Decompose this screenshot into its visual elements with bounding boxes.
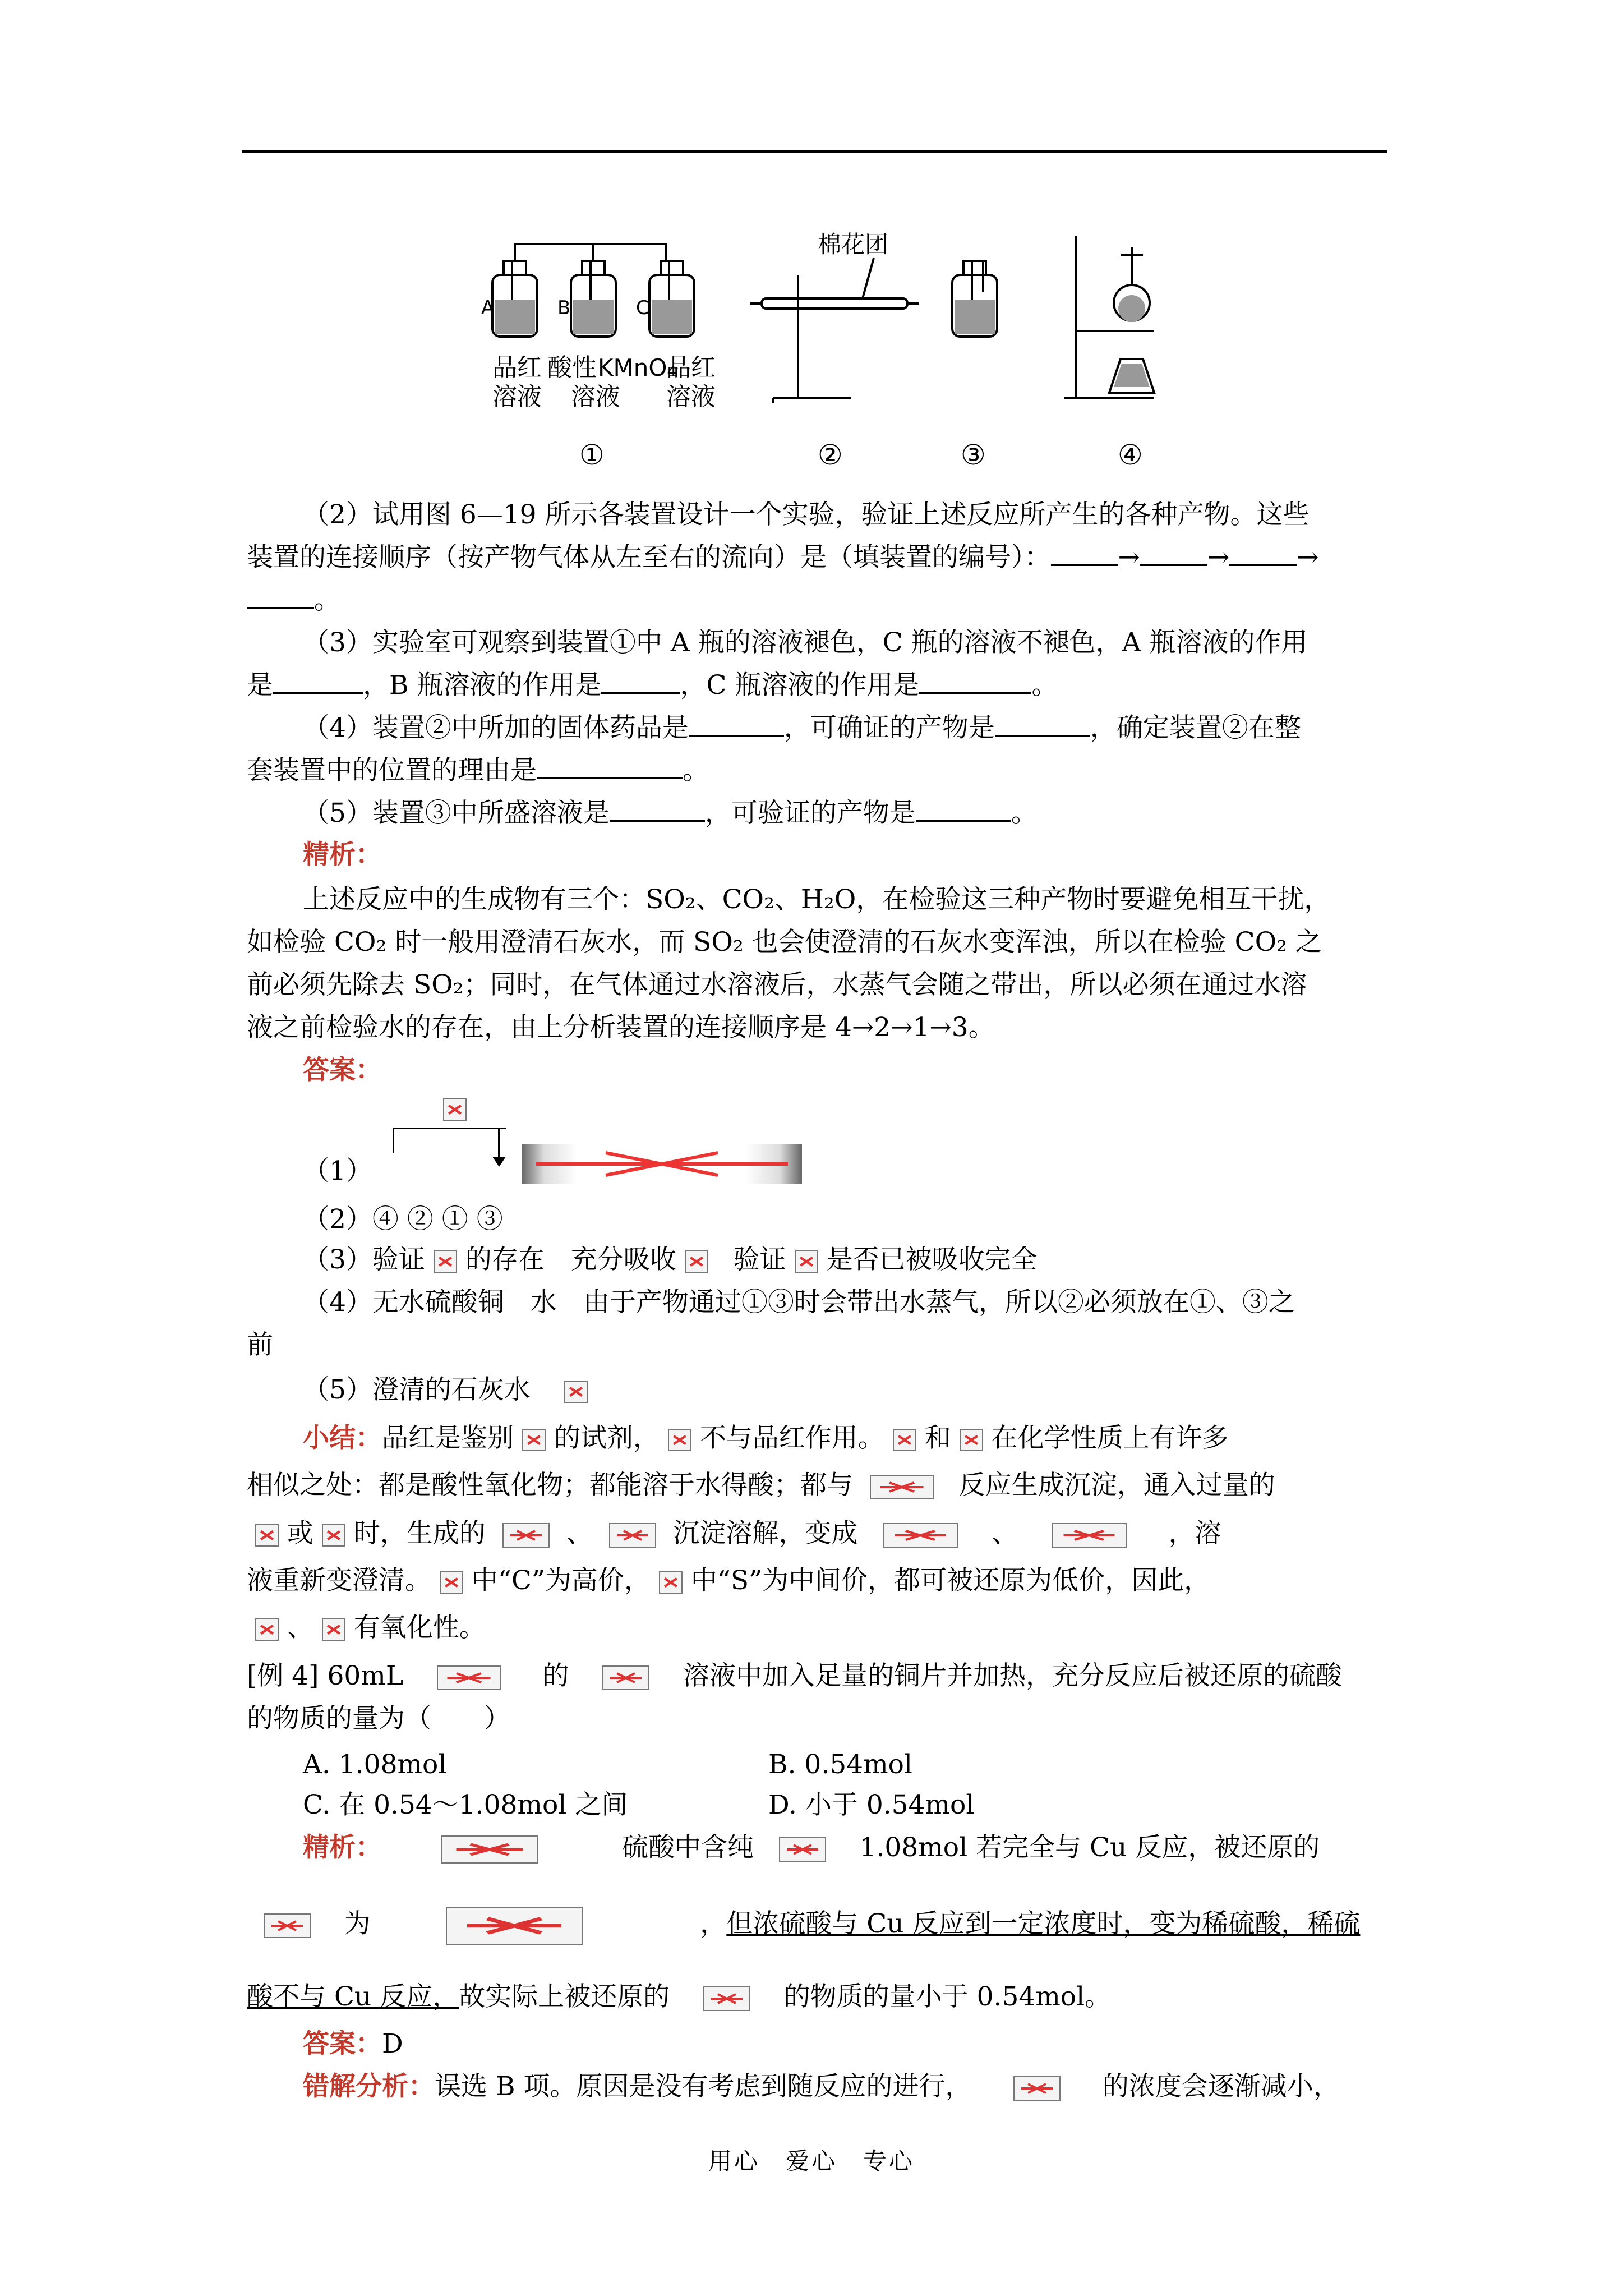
- formula-image: [264, 1913, 311, 1938]
- analysis-2-e: 但浓硫酸与 Cu 反应到一定浓度时，变为稀硫酸，稀硫: [726, 1908, 1361, 1939]
- summary-4c: 中“S”为中间价，都可被还原为低价，因此，: [690, 1565, 1211, 1596]
- error-a: 误选 B 项。原因是没有考虑到随反应的进行，: [435, 2071, 972, 2102]
- q5-a: （5）装置③中所盛溶液是: [303, 798, 610, 829]
- q2-text: 装置的连接顺序（按产物气体从左至右的流向）是（填装置的编号）：: [247, 542, 1051, 573]
- summary-3f: ，溶: [1168, 1518, 1221, 1549]
- fig-label-1a: 品红: [492, 353, 542, 382]
- q5-b: ，可验证的产物是: [704, 798, 916, 829]
- analysis-2-line-3: [247, 1978, 1111, 2016]
- answer-1-a1: （1）: [303, 1156, 372, 1186]
- analysis-2-d: ，: [700, 1908, 727, 1939]
- formula-image: [255, 1618, 279, 1641]
- formula-image: [602, 1665, 649, 1690]
- formula-image: [322, 1618, 345, 1641]
- q4-a: （4）装置②中所加的固体药品是: [303, 712, 689, 743]
- reaction-arrowhead: [492, 1157, 506, 1167]
- analysis-2-h: 的物质的量小于 0.54mol。: [783, 1981, 1112, 2012]
- q2-blank-1[interactable]: [1051, 540, 1118, 566]
- header-rule: [242, 150, 1387, 153]
- answer-1-a3: [303, 1241, 1038, 1279]
- a3-2: 的存在 充分吸收: [465, 1244, 676, 1275]
- q3-c: ，C 瓶溶液的作用是: [680, 670, 920, 701]
- a5: （5）澄清的石灰水: [303, 1374, 531, 1405]
- analysis-2-f: 酸不与 Cu 反应，: [247, 1981, 459, 2012]
- summary-4a: 液重新变澄清。: [247, 1565, 431, 1596]
- option-a: A. 1.08mol: [303, 1749, 447, 1780]
- summary-label: 小结：: [303, 1423, 382, 1453]
- formula-image: [779, 1837, 826, 1862]
- formula-image: [893, 1429, 916, 1451]
- q5-line: [303, 794, 1038, 832]
- formula-image: [441, 1835, 538, 1864]
- q2-arrow-3: →: [1297, 542, 1319, 573]
- summary-line-4: [247, 1562, 1210, 1600]
- example-4-line-1: [247, 1657, 1342, 1695]
- formula-image: [564, 1381, 588, 1403]
- q4-blank-3[interactable]: [537, 753, 683, 779]
- cotton-label: 棉花团: [818, 231, 889, 258]
- a3-4: 是否已被吸收完全: [826, 1244, 1038, 1275]
- apparatus-figure: [481, 224, 1177, 482]
- q2-line-3: [247, 581, 340, 619]
- fig-number-2: ②: [818, 439, 843, 471]
- formula-image: [960, 1429, 983, 1451]
- option-c: C. 在 0.54～1.08mol 之间: [303, 1789, 628, 1820]
- answer-1-a4-1: （4）无水硫酸铜 水 由于产物通过①③时会带出水蒸气，所以②必须放在①、③之: [303, 1287, 1295, 1318]
- analysis-2-a: 硫酸中含纯: [622, 1832, 754, 1863]
- example4-b: 的: [542, 1660, 569, 1691]
- q2-blank-3[interactable]: [1229, 540, 1297, 566]
- formula-image: [685, 1250, 708, 1273]
- summary-3e: 、: [991, 1518, 1018, 1549]
- error-label: 错解分析：: [303, 2071, 435, 2102]
- q2-end: 。: [314, 585, 340, 615]
- example4-c: 溶液中加入足量的铜片并加热，充分反应后被还原的硫酸: [683, 1660, 1343, 1691]
- example4-a: [例 4] 60mL: [247, 1660, 404, 1691]
- formula-image: [446, 1907, 583, 1945]
- formula-image: [659, 1571, 683, 1594]
- bottle-a-label: A: [481, 297, 495, 319]
- q3-blank-2[interactable]: [601, 668, 680, 694]
- q3-blank-3[interactable]: [919, 668, 1031, 694]
- fig-label-3b: 品红: [666, 353, 716, 382]
- fig-number-1: ①: [579, 439, 605, 471]
- analysis-2-label: 精析：: [303, 1832, 382, 1863]
- formula-image: [502, 1523, 550, 1548]
- formula-image: [255, 1524, 279, 1547]
- summary-line-1: [303, 1419, 1229, 1457]
- summary-line-3: [247, 1515, 1221, 1553]
- formula-image: [870, 1475, 934, 1499]
- q2-blank-2[interactable]: [1140, 540, 1207, 566]
- fig-number-3: ③: [961, 439, 986, 471]
- fig-label-3c: 溶液: [666, 383, 716, 411]
- answer-2-value: D: [382, 2028, 403, 2059]
- fig-number-4: ④: [1118, 439, 1143, 471]
- summary-1e: 在化学性质上有许多: [991, 1423, 1229, 1453]
- q5-end: 。: [1011, 798, 1038, 829]
- error-b: 的浓度会逐渐减小，: [1102, 2071, 1340, 2102]
- q3-b: ，B 瓶溶液的作用是: [363, 670, 602, 701]
- formula-image: [434, 1250, 457, 1273]
- summary-4b: 中“C”为高价，: [471, 1565, 651, 1596]
- answer-1-a4-2: 前: [247, 1329, 273, 1360]
- option-d: D. 小于 0.54mol: [768, 1789, 975, 1820]
- formula-image: [668, 1429, 691, 1451]
- q2-arrow-2: →: [1207, 542, 1230, 573]
- summary-1a: 品红是鉴别: [382, 1423, 514, 1453]
- q3-blank-1[interactable]: [273, 668, 363, 694]
- analysis-2-line-1: [303, 1829, 1320, 1867]
- formula-image: [703, 1986, 750, 2011]
- analysis-1-line-3: 前必须先除去 SO₂；同时，在气体通过水溶液后，水蒸气会随之带出，所以必须在通过水溶: [247, 969, 1307, 1000]
- q2-arrow-1: →: [1118, 542, 1140, 573]
- example-4-line-2: 的物质的量为（ ）: [247, 1703, 510, 1734]
- q4-line-2: [247, 752, 709, 790]
- q5-blank-2[interactable]: [916, 795, 1011, 822]
- a3-1: （3）验证: [303, 1244, 425, 1275]
- formula-image: [1052, 1523, 1127, 1548]
- analysis-1-line-2: 如检验 CO₂ 时一般用澄清石灰水，而 SO₂ 也会使澄清的石灰水变浑浊，所以在检验 CO₂ 之: [247, 927, 1322, 958]
- reaction-arrow: [498, 1128, 500, 1161]
- fig-label-1b: 溶液: [492, 383, 542, 411]
- error-analysis-line: [303, 2068, 1340, 2106]
- option-b: B. 0.54mol: [768, 1749, 912, 1780]
- formula-image: [609, 1523, 656, 1548]
- reaction-bracket: [393, 1128, 506, 1153]
- answer-2-line: [303, 2025, 403, 2063]
- formula-image: [883, 1523, 958, 1548]
- page-footer: 用心 爱心 专心: [708, 2147, 915, 2175]
- answer-2-label: 答案：: [303, 2028, 382, 2059]
- formula-image: [1013, 2076, 1061, 2101]
- summary-3b: 时，生成的: [353, 1518, 486, 1549]
- q4-blank-1[interactable]: [689, 710, 784, 737]
- equation-image: [522, 1144, 802, 1184]
- analysis-2-g: 故实际上被还原的: [459, 1981, 670, 2012]
- fig-label-2b: 溶液: [571, 383, 620, 411]
- q4-blank-2[interactable]: [995, 710, 1090, 737]
- analysis-1-label: 精析：: [303, 839, 382, 870]
- formula-image: [440, 1571, 463, 1594]
- q3-line-1: （3）实验室可观察到装置①中 A 瓶的溶液褪色，C 瓶的溶液不褪色，A 瓶溶液的作用: [303, 627, 1308, 658]
- formula-image: [522, 1429, 546, 1451]
- analysis-1-line-4: 液之前检验水的存在，由上分析装置的连接顺序是 4→2→1→3。: [247, 1012, 995, 1043]
- q4-b: ，可确证的产物是: [783, 712, 995, 743]
- q5-blank-1[interactable]: [610, 795, 705, 822]
- formula-image: [795, 1250, 818, 1273]
- q3-end: 。: [1031, 670, 1058, 701]
- analysis-1-line-1: 上述反应中的生成物有三个：SO₂、CO₂、H₂O，在检验这三种产物时要避免相互干扰，: [303, 884, 1331, 915]
- q4-c: ，确定装置②在整: [1090, 712, 1301, 743]
- q4-end: 。: [683, 755, 709, 786]
- bottle-c-label: C: [636, 297, 649, 319]
- summary-2b: 反应生成沉淀，通入过量的: [958, 1470, 1275, 1501]
- summary-5a: 、: [287, 1612, 313, 1643]
- formula-image: [443, 1098, 467, 1121]
- fig-label-2a: 酸性: [547, 353, 597, 382]
- fig-label-3a: KMnO₄: [598, 354, 677, 381]
- a3-3: 验证: [733, 1244, 786, 1275]
- answer-1-a5: [303, 1371, 588, 1409]
- summary-3c: 、: [566, 1518, 593, 1549]
- q2-line-2: [247, 539, 1319, 577]
- formula-image: [322, 1524, 345, 1547]
- q3-line-2: [247, 666, 1058, 705]
- analysis-2-c: 为: [344, 1908, 371, 1939]
- bottle-b-label: B: [557, 297, 571, 319]
- formula-image: [437, 1665, 501, 1690]
- answer-1-a2: （2）④ ② ① ③: [303, 1204, 503, 1235]
- summary-line-2: [247, 1466, 1275, 1504]
- answer-1-label: 答案：: [303, 1055, 382, 1085]
- summary-2a: 相似之处：都是酸性氧化物；都能溶于水得酸；都与: [247, 1470, 853, 1501]
- summary-1c: 不与品红作用。: [699, 1423, 884, 1453]
- analysis-2-line-2: [247, 1905, 1360, 1945]
- summary-5b: 有氧化性。: [353, 1612, 486, 1643]
- q4-line-1: [303, 709, 1301, 747]
- summary-1d: 和: [924, 1423, 951, 1453]
- analysis-2-b: 1.08mol 若完全与 Cu 反应，被还原的: [859, 1832, 1320, 1863]
- summary-1b: 的试剂，: [554, 1423, 660, 1453]
- q4-d: 套装置中的位置的理由是: [247, 755, 537, 786]
- q2-line-1: （2）试用图 6—19 所示各装置设计一个实验，验证上述反应所产生的各种产物。这些: [303, 499, 1310, 530]
- summary-3a: 或: [287, 1518, 313, 1549]
- summary-3d: 沉淀溶解，变成: [673, 1518, 858, 1549]
- q2-blank-4[interactable]: [247, 582, 314, 609]
- q3-a: 是: [247, 670, 273, 701]
- summary-line-5: [247, 1609, 486, 1647]
